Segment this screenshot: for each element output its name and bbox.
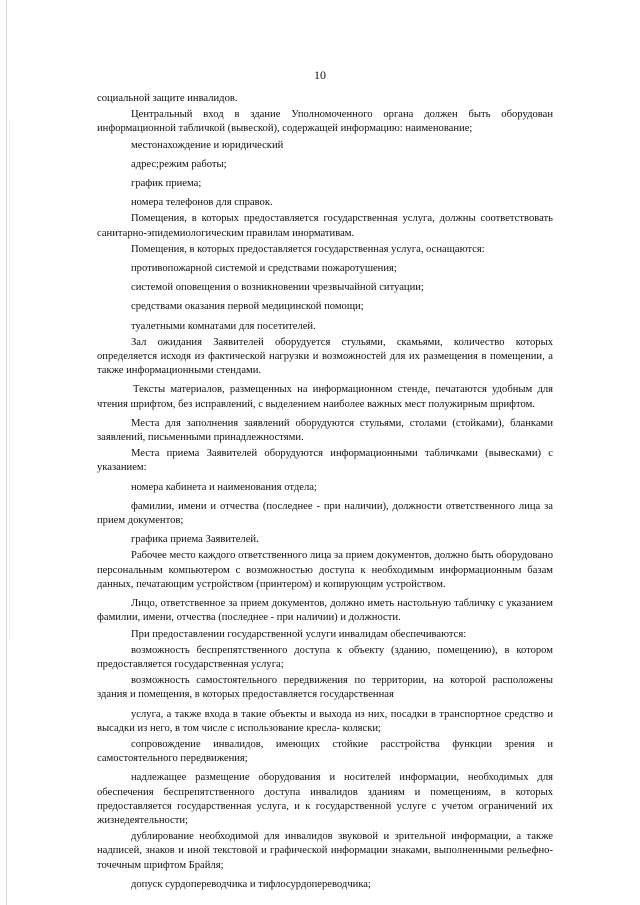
paragraph: фамилии, имени и отчества (последнее - при наличии), должности ответственного лица за прием документов; [97,500,553,527]
paragraph: Центральный вход в здание Уполномоченного органа должен быть оборудован информационной табличкой (вывеской), содержащей информацию: наименование; [97,109,553,135]
paragraph: Места для заполнения заявлений оборудуются стульями, столами (стойками), бланками заявлений, письменными принадлежностями. [97,417,553,444]
list-item: допуск сурдопереводчика и тифлосурдопереводчика; [131,878,371,890]
paragraph: дублирование необходимой для инвалидов звуковой и зрительной информации, а также надписей, знаков и иной текстовой и графической информации знаками, выполненными рельефно-точечным шрифтом Брайля; [97,831,553,871]
paragraph: Помещения, в которых предоставляется государственная услуга, должны соответствовать санитарно-эпидемиологическим правилам инормативам. [97,213,553,239]
paragraph: Помещения, в которых предоставляется государственная услуга, оснащаются: [131,243,485,255]
paragraph: Зал ожидания Заявителей оборудуется стульями, скамьями, количество которых определяется исходя из фактической нагрузки и возможностей для их размещения в помещении, а также информационными стендами. [97,336,553,377]
list-item: туалетными комнатами для посетителей. [131,320,316,332]
list-item: противопожарной системой и средствами пожаротушения; [131,263,397,275]
paragraph: Лицо, ответственное за прием документов, должно иметь настольную табличку с указанием фамилии, имени, отчества (последнее - при наличии) и должности. [97,598,553,624]
scan-edge-line-faint [9,120,10,640]
list-item: номера телефонов для справок. [131,197,273,209]
paragraph: Тексты материалов, размещенных на информационном стенде, печатаются удобным для чтения шрифтом, без исправлений, с выделением наиболее важных мест полужирным шрифтом. [97,384,553,410]
list-item: средствами оказания первой медицинской помощи; [131,301,364,313]
list-item: номера кабинета и наименования отдела; [131,481,317,493]
paragraph: надлежащее размещение оборудования и носителей информации, необходимых для обеспечения беспрепятственного доступа инвалидов зданиям и помещениям, в которых предоставляется государственная услуга, и к государственной услуге с учетом ограничений их жизнедеятельности; [97,772,553,826]
paragraph: При предоставлении государственной услуги инвалидам обеспечиваются: [131,628,467,640]
list-item: график приема; [131,178,202,190]
paragraph: Рабочее место каждого ответственного лица за прием документов, должно быть оборудовано персональным компьютером с возможностью доступа к необходимым информационным базам данных, печатающим устройством (принтером) и копирующим устройством. [97,550,553,590]
paragraph: возможность беспрепятственного доступа к объекту (зданию, помещению), в котором предоставляется государственная услуга; [97,644,553,670]
paragraph: возможность самостоятельного передвижения по территории, на которой расположены здания и помещения, в которых предоставляется государственная [97,675,553,701]
document-body [97,92,553,894]
paragraph: Места приема Заявителей оборудуются информационными табличками (вывесками) с указанием: [97,448,553,474]
scan-edge-line [6,0,7,905]
page-number: 10 [314,68,326,82]
paragraph: сопровождение инвалидов, имеющих стойкие расстройства функции зрения и самостоятельного передвижения; [97,738,553,765]
list-item: адрес;режим работы; [131,158,227,170]
list-item: графика приема Заявителей. [131,534,259,546]
list-item: системой оповещения о возникновении чрезвычайной ситуации; [131,282,424,294]
list-item: местонахождение и юридический [131,139,284,151]
paragraph: социальной защите инвалидов. [97,93,238,104]
paragraph: услуга, а также входа в такие объекты и выхода из них, посадки в транспортное средство и высадки из него, в том числе с использование кресла- коляски; [97,708,553,734]
